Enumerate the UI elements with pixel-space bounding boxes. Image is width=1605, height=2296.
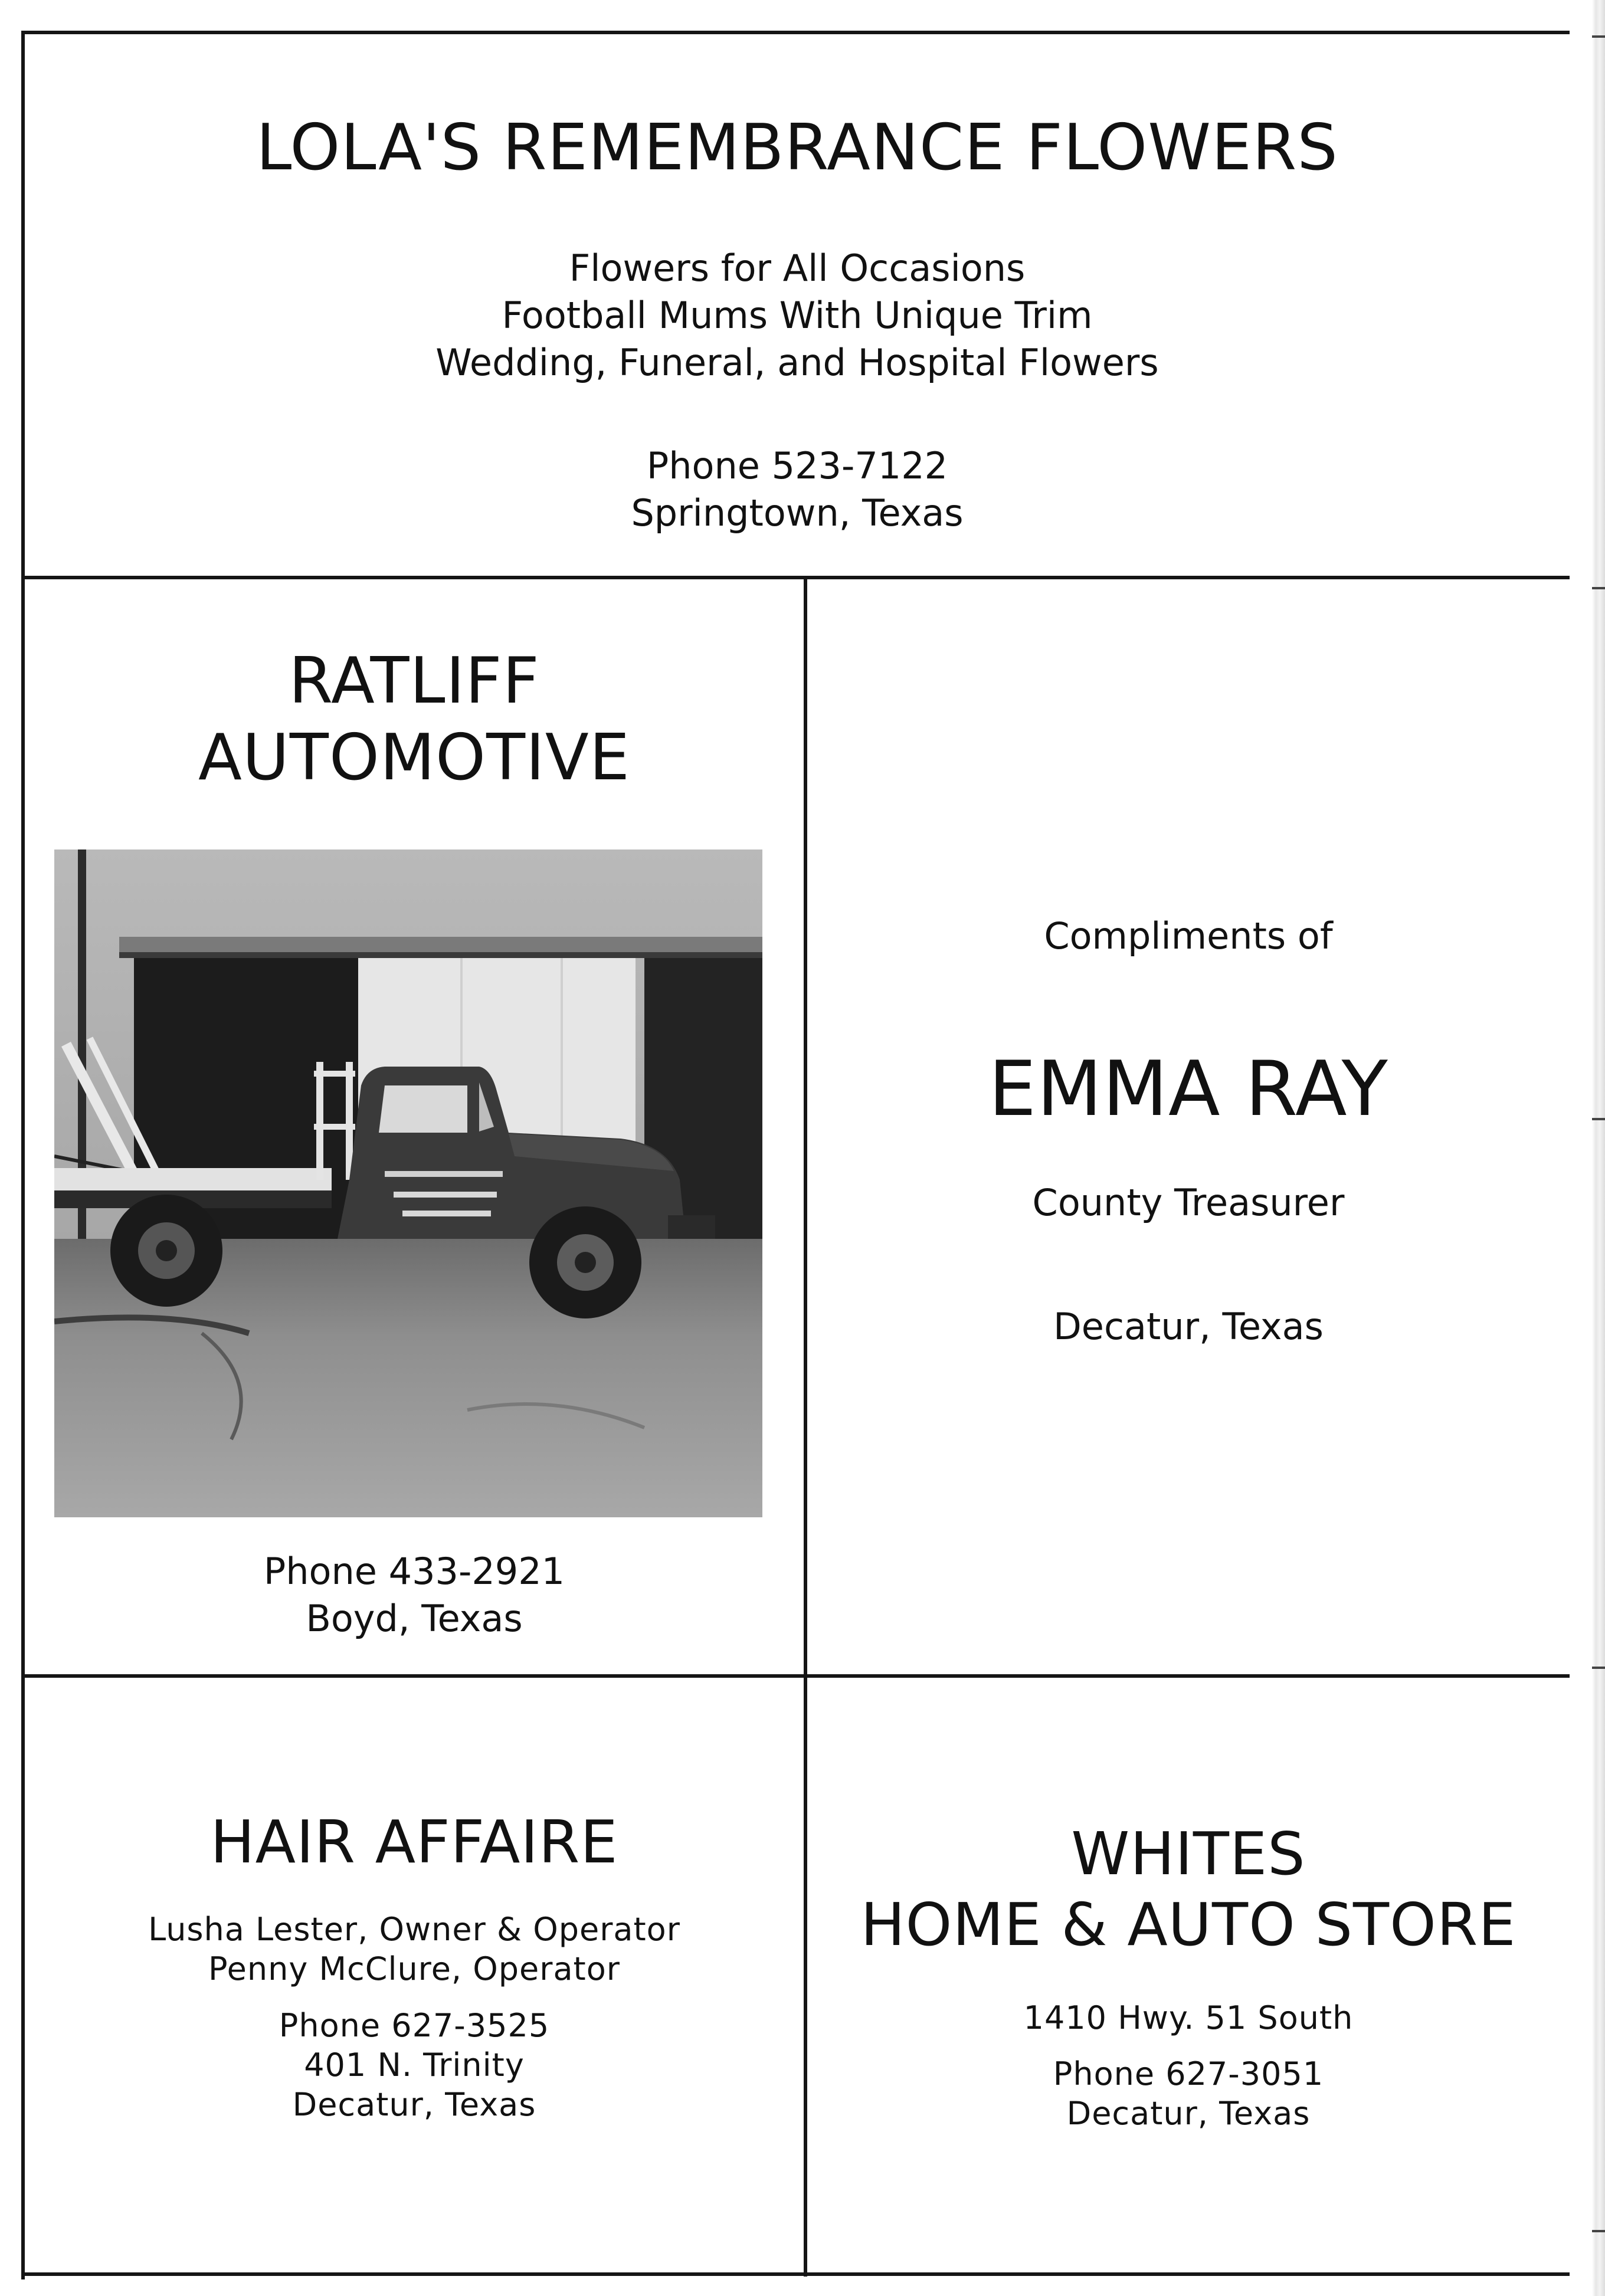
ratliff-city: Boyd, Texas bbox=[306, 1597, 523, 1640]
lolas-line-3: Wedding, Funeral, and Hospital Flowers bbox=[435, 341, 1159, 384]
whites-title-line-1: WHITES bbox=[1071, 1819, 1306, 1888]
hair-phone: Phone 627-3525 bbox=[279, 2007, 550, 2044]
tow-truck-photo bbox=[54, 849, 762, 1517]
hair-title: HAIR AFFAIRE bbox=[210, 1808, 618, 1877]
whites-address: 1410 Hwy. 51 South bbox=[1023, 1999, 1354, 2036]
whites-ad bbox=[807, 1678, 1570, 2272]
hair-operator: Penny McClure, Operator bbox=[208, 1950, 620, 1987]
ratliff-title-line-1: RATLIFF bbox=[289, 644, 540, 718]
emma-city: Decatur, Texas bbox=[1053, 1305, 1324, 1348]
bottom-border bbox=[21, 2272, 1570, 2276]
edge-tick bbox=[1592, 2230, 1605, 2232]
lolas-line-1: Flowers for All Occasions bbox=[569, 247, 1026, 290]
edge-tick bbox=[1592, 1118, 1605, 1120]
edge-tick bbox=[1592, 1667, 1605, 1669]
lolas-phone: Phone 523-7122 bbox=[646, 444, 948, 487]
emma-name: EMMA RAY bbox=[988, 1045, 1388, 1133]
lolas-line-2: Football Mums With Unique Trim bbox=[502, 294, 1093, 337]
whites-phone: Phone 627-3051 bbox=[1053, 2055, 1324, 2092]
ratliff-phone: Phone 433-2921 bbox=[263, 1550, 565, 1593]
lolas-city: Springtown, Texas bbox=[631, 491, 964, 534]
hair-affaire-ad bbox=[25, 1678, 804, 2272]
emma-intro: Compliments of bbox=[1044, 914, 1333, 957]
lolas-ad bbox=[25, 34, 1570, 576]
ratliff-title-line-2: AUTOMOTIVE bbox=[198, 721, 631, 795]
edge-tick bbox=[1592, 35, 1605, 38]
hair-address: 401 N. Trinity bbox=[304, 2046, 525, 2084]
hair-owner: Lusha Lester, Owner & Operator bbox=[148, 1911, 680, 1948]
whites-title-line-2: HOME & AUTO STORE bbox=[860, 1890, 1516, 1959]
lolas-title: LOLA'S REMEMBRANCE FLOWERS bbox=[256, 111, 1338, 185]
page-binding-edge bbox=[1592, 0, 1605, 2296]
emma-office: County Treasurer bbox=[1032, 1181, 1345, 1224]
emma-ray-ad bbox=[807, 579, 1570, 1674]
hair-city: Decatur, Texas bbox=[292, 2086, 536, 2123]
whites-city: Decatur, Texas bbox=[1066, 2095, 1311, 2132]
edge-tick bbox=[1592, 587, 1605, 589]
